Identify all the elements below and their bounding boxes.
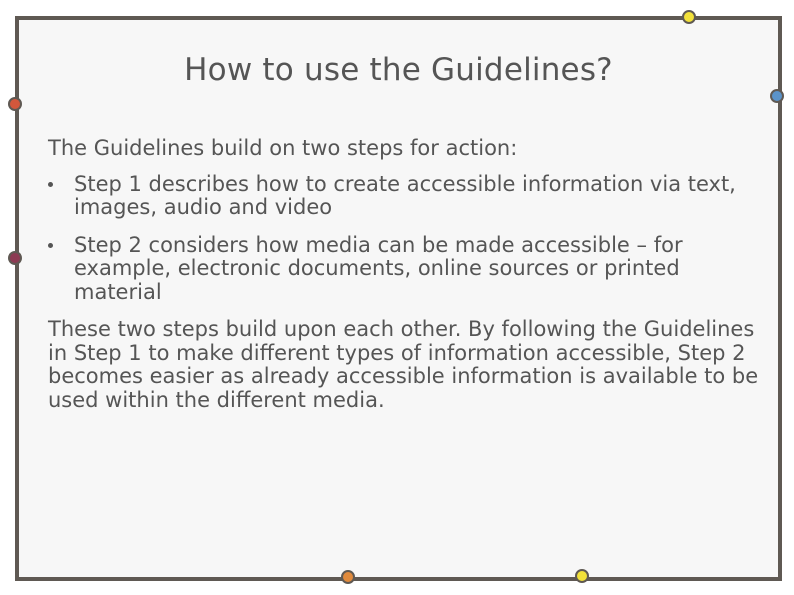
intro-text: The Guidelines build on two steps for action: [48,136,518,160]
decorative-dot-top-yellow [682,10,696,24]
slide-body [48,137,760,412]
bullet-icon [48,182,53,187]
decorative-dot-left-red [8,97,22,111]
list-item-step-2 [48,234,760,305]
bullet-icon [48,243,53,248]
list-item-text: Step 2 considers how media can be made accessible – for example, electronic documents, online sources or printed material [74,232,683,304]
slide-title: How to use the Guidelines? [184,52,613,88]
summary-paragraph: These two steps build upon each other. By following the Guidelines in Step 1 to make different types of information accessible, Step 2 becomes easier as already accessible information is available to be used within the different media. [48,317,759,412]
decorative-dot-bottom-yellow [575,569,589,583]
steps-list [48,173,760,305]
decorative-dot-bottom-orange [341,570,355,584]
list-item-step-1 [48,173,760,220]
decorative-dot-right-blue [770,89,784,103]
list-item-text: Step 1 describes how to create accessible information via text, images, audio and video [74,171,736,219]
decorative-dot-left-maroon [8,251,22,265]
